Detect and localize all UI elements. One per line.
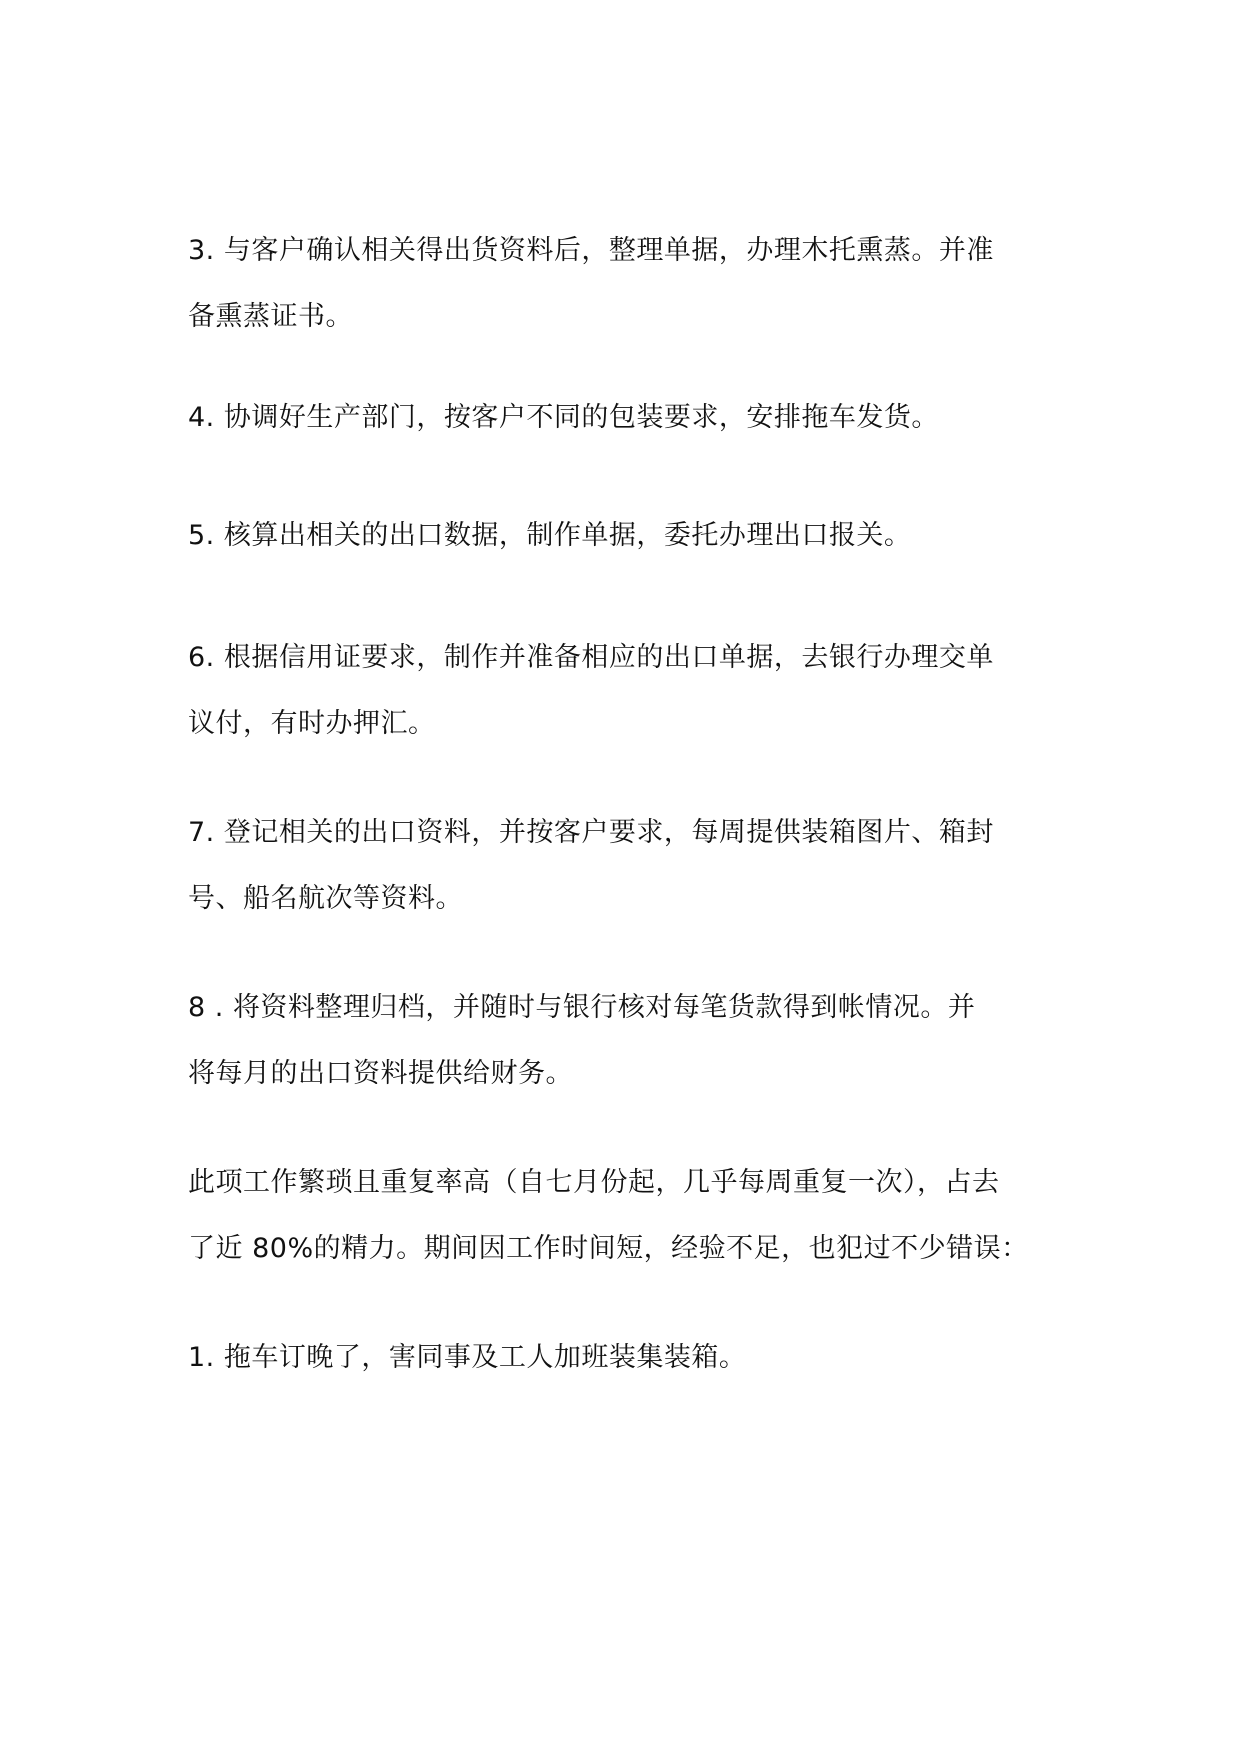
text-line: 议付，有时办押汇。 [188,708,436,739]
paragraph-item-8 [188,975,1088,1107]
text-line: 备熏蒸证书。 [188,301,353,332]
paragraph-item-4 [188,385,1088,451]
paragraph-item-7 [188,800,1088,932]
text-line: 3. 与客户确认相关得出货资料后，整理单据，办理木托熏蒸。并准 [188,235,994,266]
paragraph-item-5 [188,503,1088,569]
paragraph-error-1 [188,1325,1088,1391]
text-line: 4. 协调好生产部门，按客户不同的包装要求，安排拖车发货。 [188,402,939,433]
text-line: 8 . 将资料整理归档，并随时与银行核对每笔货款得到帐情况。并 [188,992,976,1023]
text-line: 了近 80%的精力。期间因工作时间短，经验不足，也犯过不少错误： [188,1233,1029,1264]
paragraph-item-6 [188,625,1088,757]
paragraph-item-3 [188,218,1088,350]
text-line: 6. 根据信用证要求，制作并准备相应的出口单据，去银行办理交单 [188,642,994,673]
text-line: 5. 核算出相关的出口数据，制作单据，委托办理出口报关。 [188,520,912,551]
text-line: 号、船名航次等资料。 [188,883,463,914]
text-line: 将每月的出口资料提供给财务。 [188,1058,573,1089]
text-line: 此项工作繁琐且重复率高（自七月份起，几乎每周重复一次），占去 [188,1167,1000,1198]
text-line: 1. 拖车订晚了，害同事及工人加班装集装箱。 [188,1342,747,1373]
paragraph-summary [188,1150,1088,1282]
text-line: 7. 登记相关的出口资料，并按客户要求，每周提供装箱图片、箱封 [188,817,994,848]
